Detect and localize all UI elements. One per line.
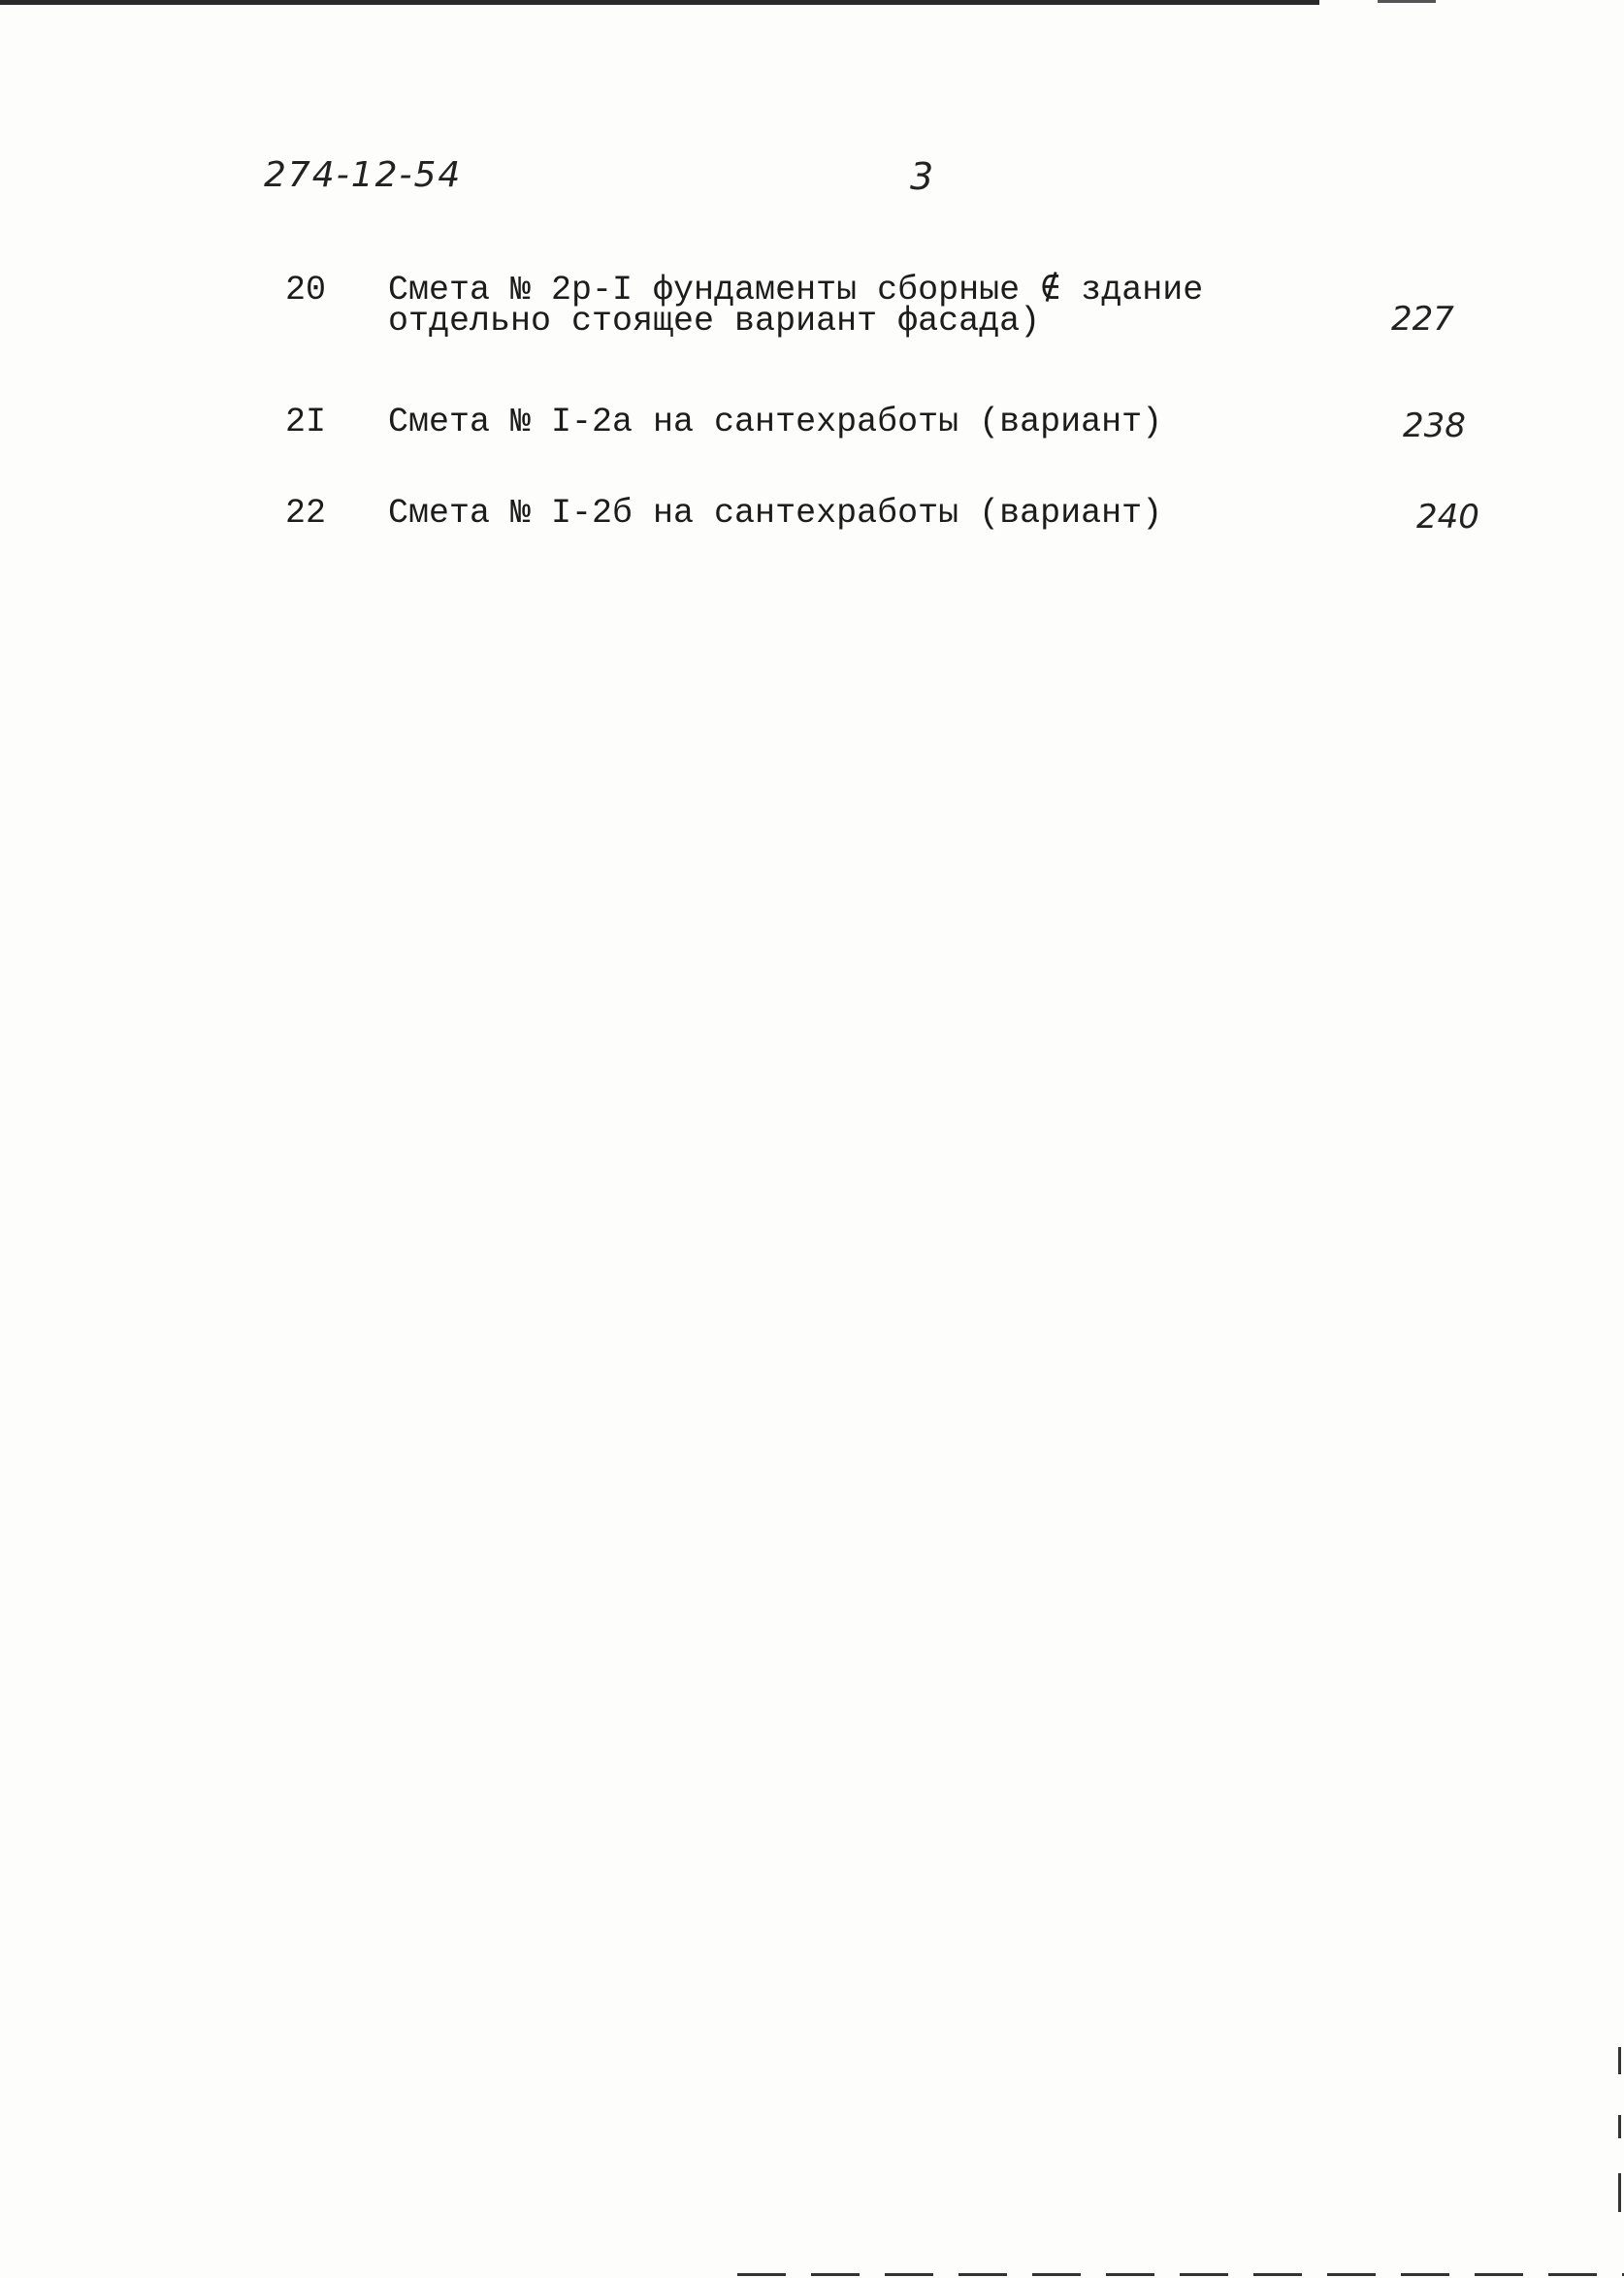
scan-edge-mark	[1618, 2173, 1621, 2212]
entry-page-ref: 238	[1403, 407, 1466, 445]
scan-bottom-edge	[737, 2273, 1624, 2276]
entry-page-ref: 227	[1391, 300, 1454, 339]
scan-edge-mark	[1618, 2115, 1621, 2138]
entry-title: Смета № I-2б на сантехработы (вариант)	[388, 494, 1163, 533]
document-code: 274-12-54	[264, 155, 463, 195]
entry-number: 20	[285, 271, 327, 309]
scan-edge-line	[0, 0, 1319, 5]
entry-number: 2I	[285, 403, 327, 441]
page-number: 3	[910, 155, 934, 198]
scan-edge-mark	[1378, 0, 1436, 3]
entry-number: 22	[285, 494, 327, 533]
entry-title: Смета № 2р-I фундаменты сборные ∉ здание	[388, 271, 1204, 309]
entry-title-continued: отдельно стоящее вариант фасада)	[388, 302, 1041, 341]
entry-page-ref: 240	[1416, 498, 1479, 537]
scan-edge-mark	[1618, 2047, 1621, 2074]
entry-title: Смета № I-2а на сантехработы (вариант)	[388, 403, 1163, 441]
